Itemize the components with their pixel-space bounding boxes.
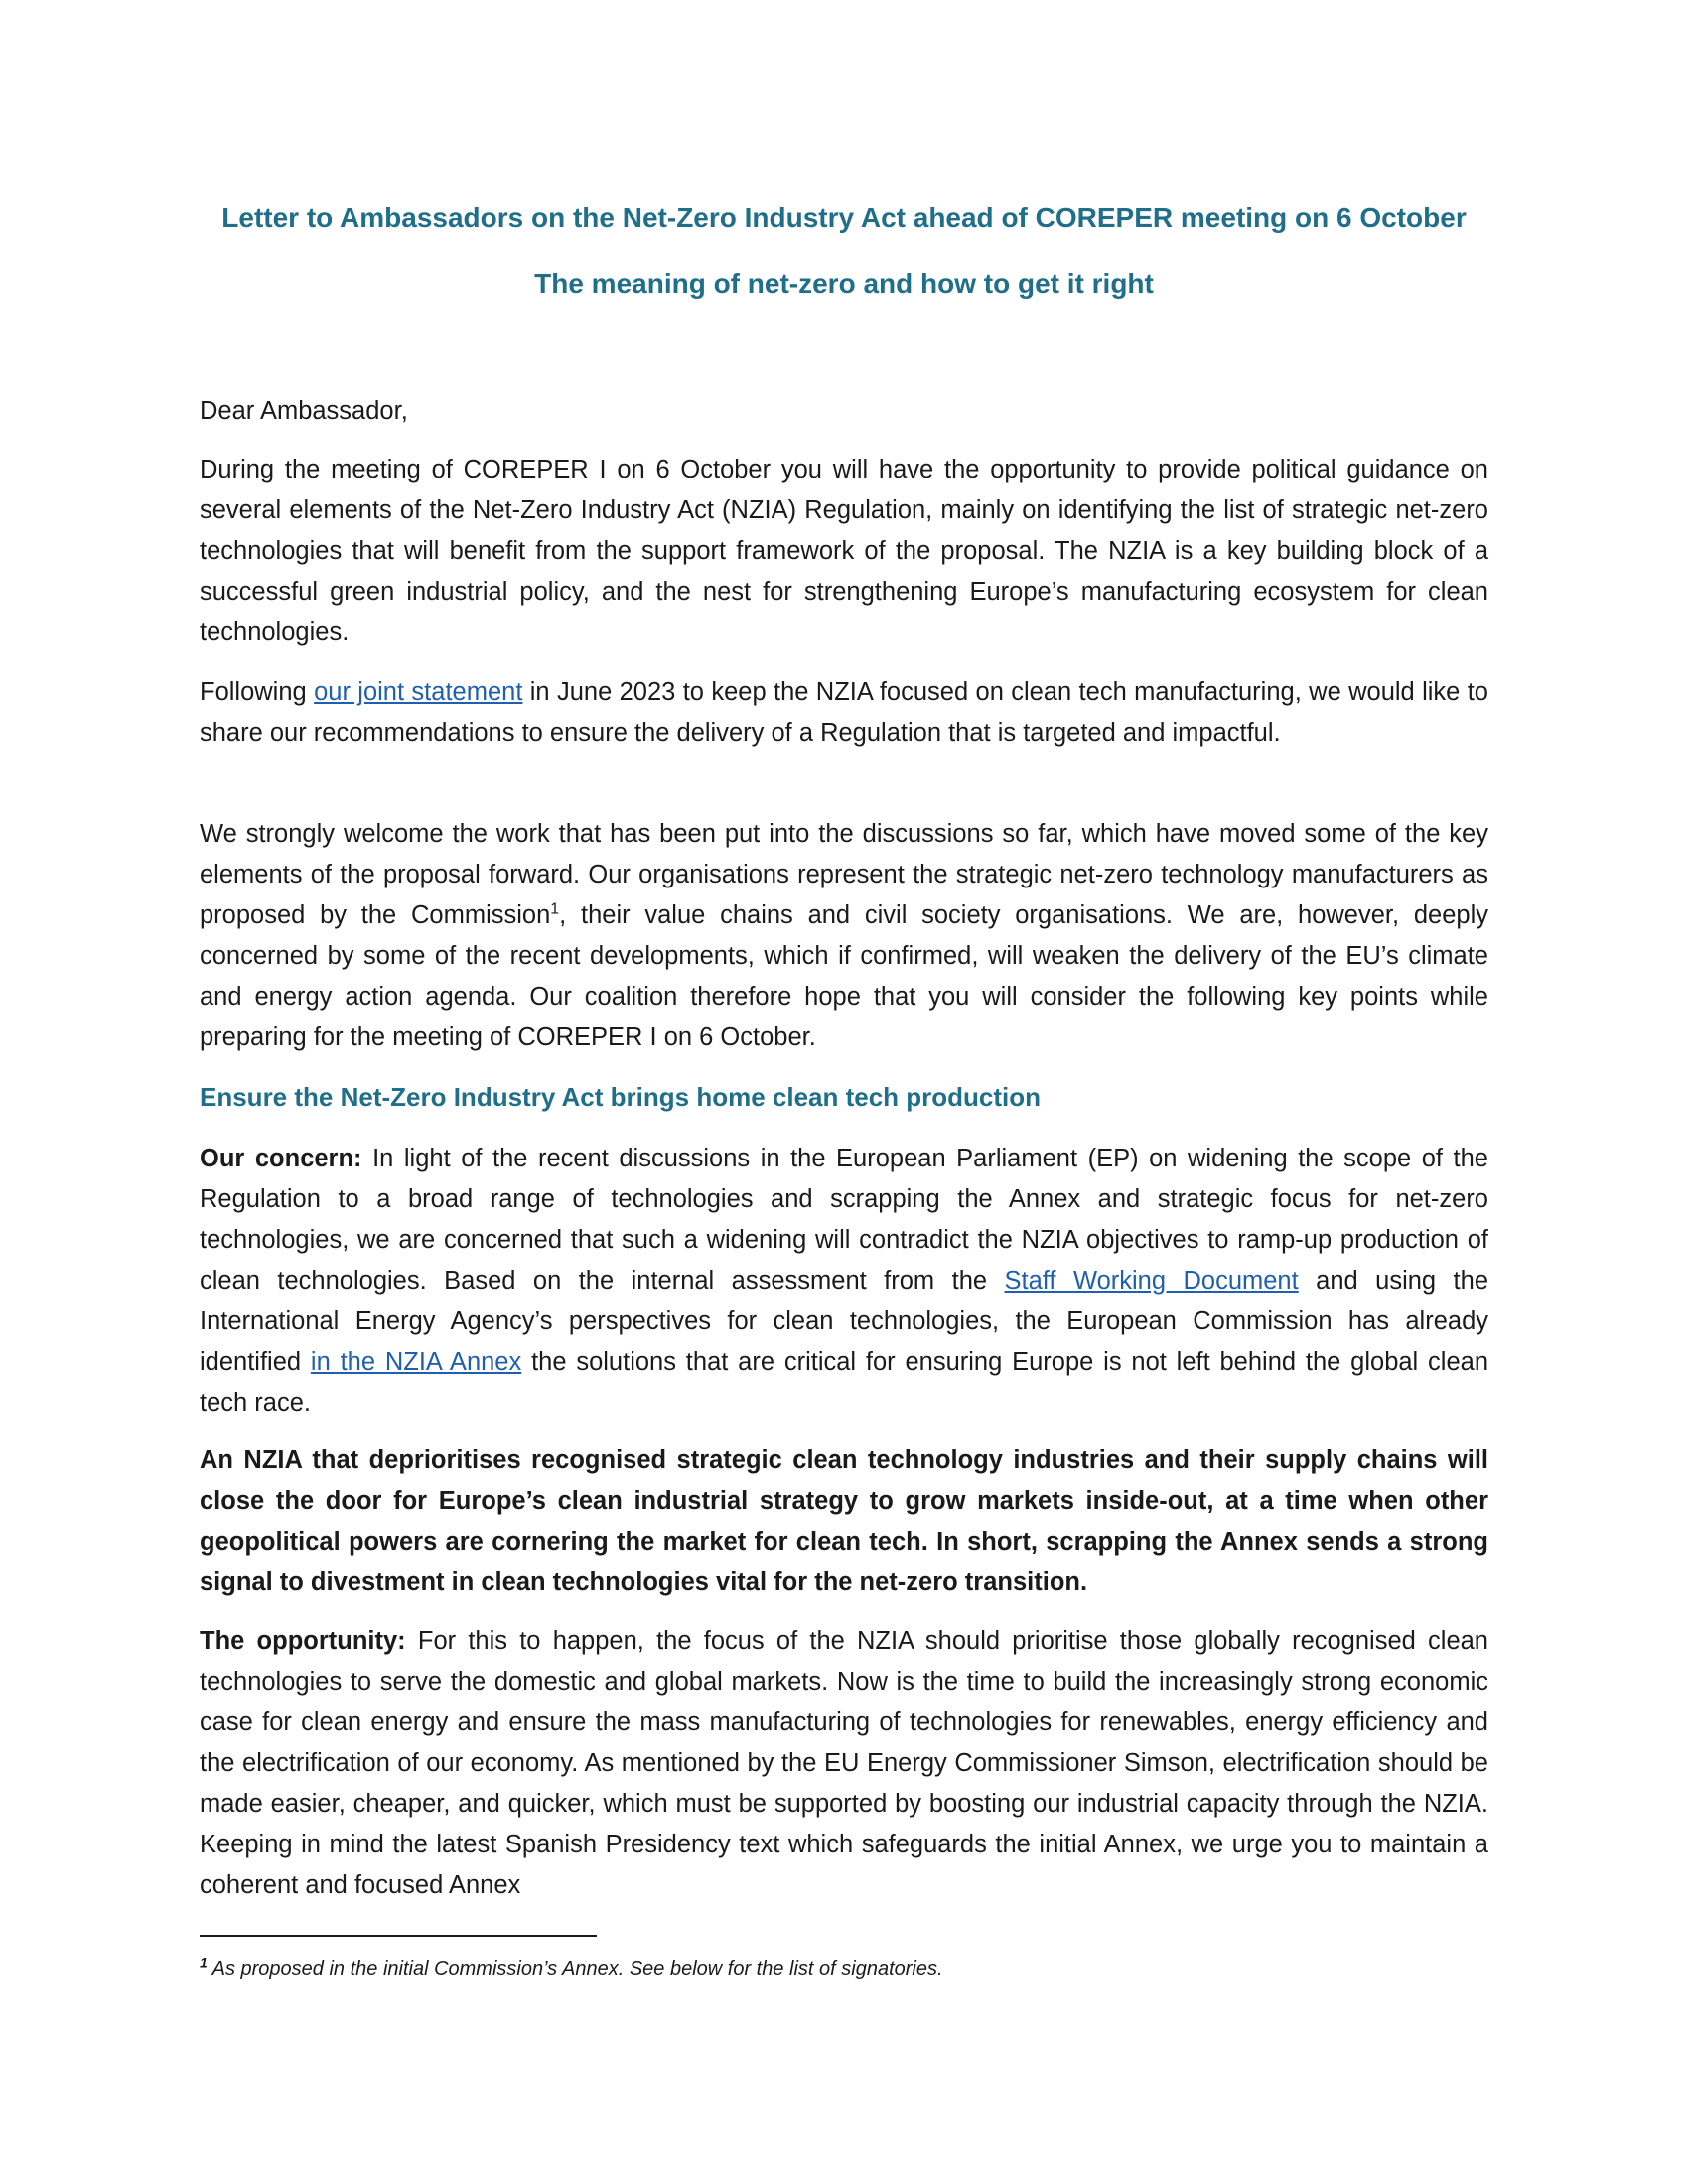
concern-text-c: the solutions that are critical for ensuring Europe is not left behind the global clean tech race. bbox=[200, 1348, 1489, 1417]
concern-text-b: and using the International Energy Agency’s perspectives for clean technologies, the European Commission has already identified bbox=[200, 1267, 1489, 1376]
greeting: Dear Ambassador, bbox=[200, 397, 408, 425]
concern-label: Our concern: bbox=[200, 1145, 362, 1172]
paragraph-bold bbox=[200, 1440, 1488, 1603]
section-heading: Ensure the Net-Zero Industry Act brings home clean tech production bbox=[200, 1082, 1042, 1112]
concern-text-a: In light of the recent discussions in the European Parliament (EP) on widening the scope of the Regulation to a broad range of technologies and scrapping the Annex and strategic focus for net-zero technologies, we are concerned that such a widening will contradict the NZIA objectives to ramp-up production of clean technologies. Based on the internal assessment from the bbox=[200, 1145, 1488, 1295]
paragraph-2-text-b: in June 2023 to keep the NZIA focused on clean tech manufacturing, we would like to share our recommendations to ensure the delivery of a Regulation that is targeted and impactful. bbox=[200, 678, 1488, 747]
footnote-ref[interactable]: 1 bbox=[550, 900, 560, 918]
footnote-divider bbox=[200, 1935, 597, 1937]
footnote-marker: 1 bbox=[200, 1954, 208, 1971]
paragraph-bold-text: An NZIA that deprioritises recognised strategic clean technology industries and their supply chains will close the door for Europe’s clean industrial strategy to grow markets inside-out, at a time when other geopolitical powers are cornering the market for clean tech. In short, scrapping the Annex sends a strong signal to divestment in clean technologies vital for the net-zero transition. bbox=[200, 1446, 1488, 1596]
paragraph-2-text-a: Following bbox=[200, 678, 315, 706]
nzia-annex-link[interactable]: in the NZIA Annex bbox=[310, 1348, 522, 1376]
paragraph-opportunity bbox=[200, 1621, 1488, 1906]
paragraph-3-text-b: , their value chains and civil society organisations. We are, however, deeply concerned by some of the recent developments, which if confirmed, will weaken the delivery of the EU’s climate and energy action agenda. Our coalition therefore hope that you will consider the following key points while preparing for the meeting of COREPER I on 6 October. bbox=[200, 901, 1488, 1051]
staff-working-document-link[interactable]: Staff Working Document bbox=[1004, 1267, 1299, 1295]
opportunity-text: For this to happen, the focus of the NZIA should prioritise those globally recognised clean technologies to serve the domestic and global markets. Now is the time to build the increasingly strong economic case for clean energy and ensure the mass manufacturing of technologies for renewables, energy efficiency and the electrification of our economy. As mentioned by the EU Energy Commissioner Simson, electrification should be made easier, cheaper, and quicker, which must be supported by boosting our industrial capacity through the NZIA. Keeping in mind the latest Spanish Presidency text which safeguards the initial Annex, we urge you to maintain a coherent and focused Annex bbox=[200, 1627, 1488, 1899]
opportunity-label: The opportunity: bbox=[200, 1627, 406, 1655]
paragraph-2 bbox=[200, 672, 1488, 753]
letter-subtitle: The meaning of net-zero and how to get it right bbox=[534, 268, 1154, 299]
paragraph-concern bbox=[200, 1139, 1488, 1424]
footnote bbox=[200, 1955, 943, 1982]
paragraph-3 bbox=[200, 814, 1488, 1058]
paragraph-3-text-a: We strongly welcome the work that has been put into the discussions so far, which have moved some of the key elements of the proposal forward. Our organisations represent the strategic net-zero technology manufacturers as proposed by the Commission bbox=[200, 820, 1488, 929]
paragraph-1-text: During the meeting of COREPER I on 6 October you will have the opportunity to provide political guidance on several elements of the Net-Zero Industry Act (NZIA) Regulation, mainly on identifying the list of strategic net-zero technologies that will benefit from the support framework of the proposal. The NZIA is a key building block of a successful green industrial policy, and the nest for strengthening Europe’s manufacturing ecosystem for clean technologies. bbox=[200, 456, 1488, 646]
footnote-text: As proposed in the initial Commission’s Annex. See below for the list of signatories. bbox=[207, 1958, 943, 1979]
letter-title: Letter to Ambassadors on the Net-Zero Industry Act ahead of COREPER meeting on 6 October bbox=[221, 203, 1467, 233]
joint-statement-link[interactable]: our joint statement bbox=[314, 678, 523, 706]
paragraph-1 bbox=[200, 450, 1488, 653]
